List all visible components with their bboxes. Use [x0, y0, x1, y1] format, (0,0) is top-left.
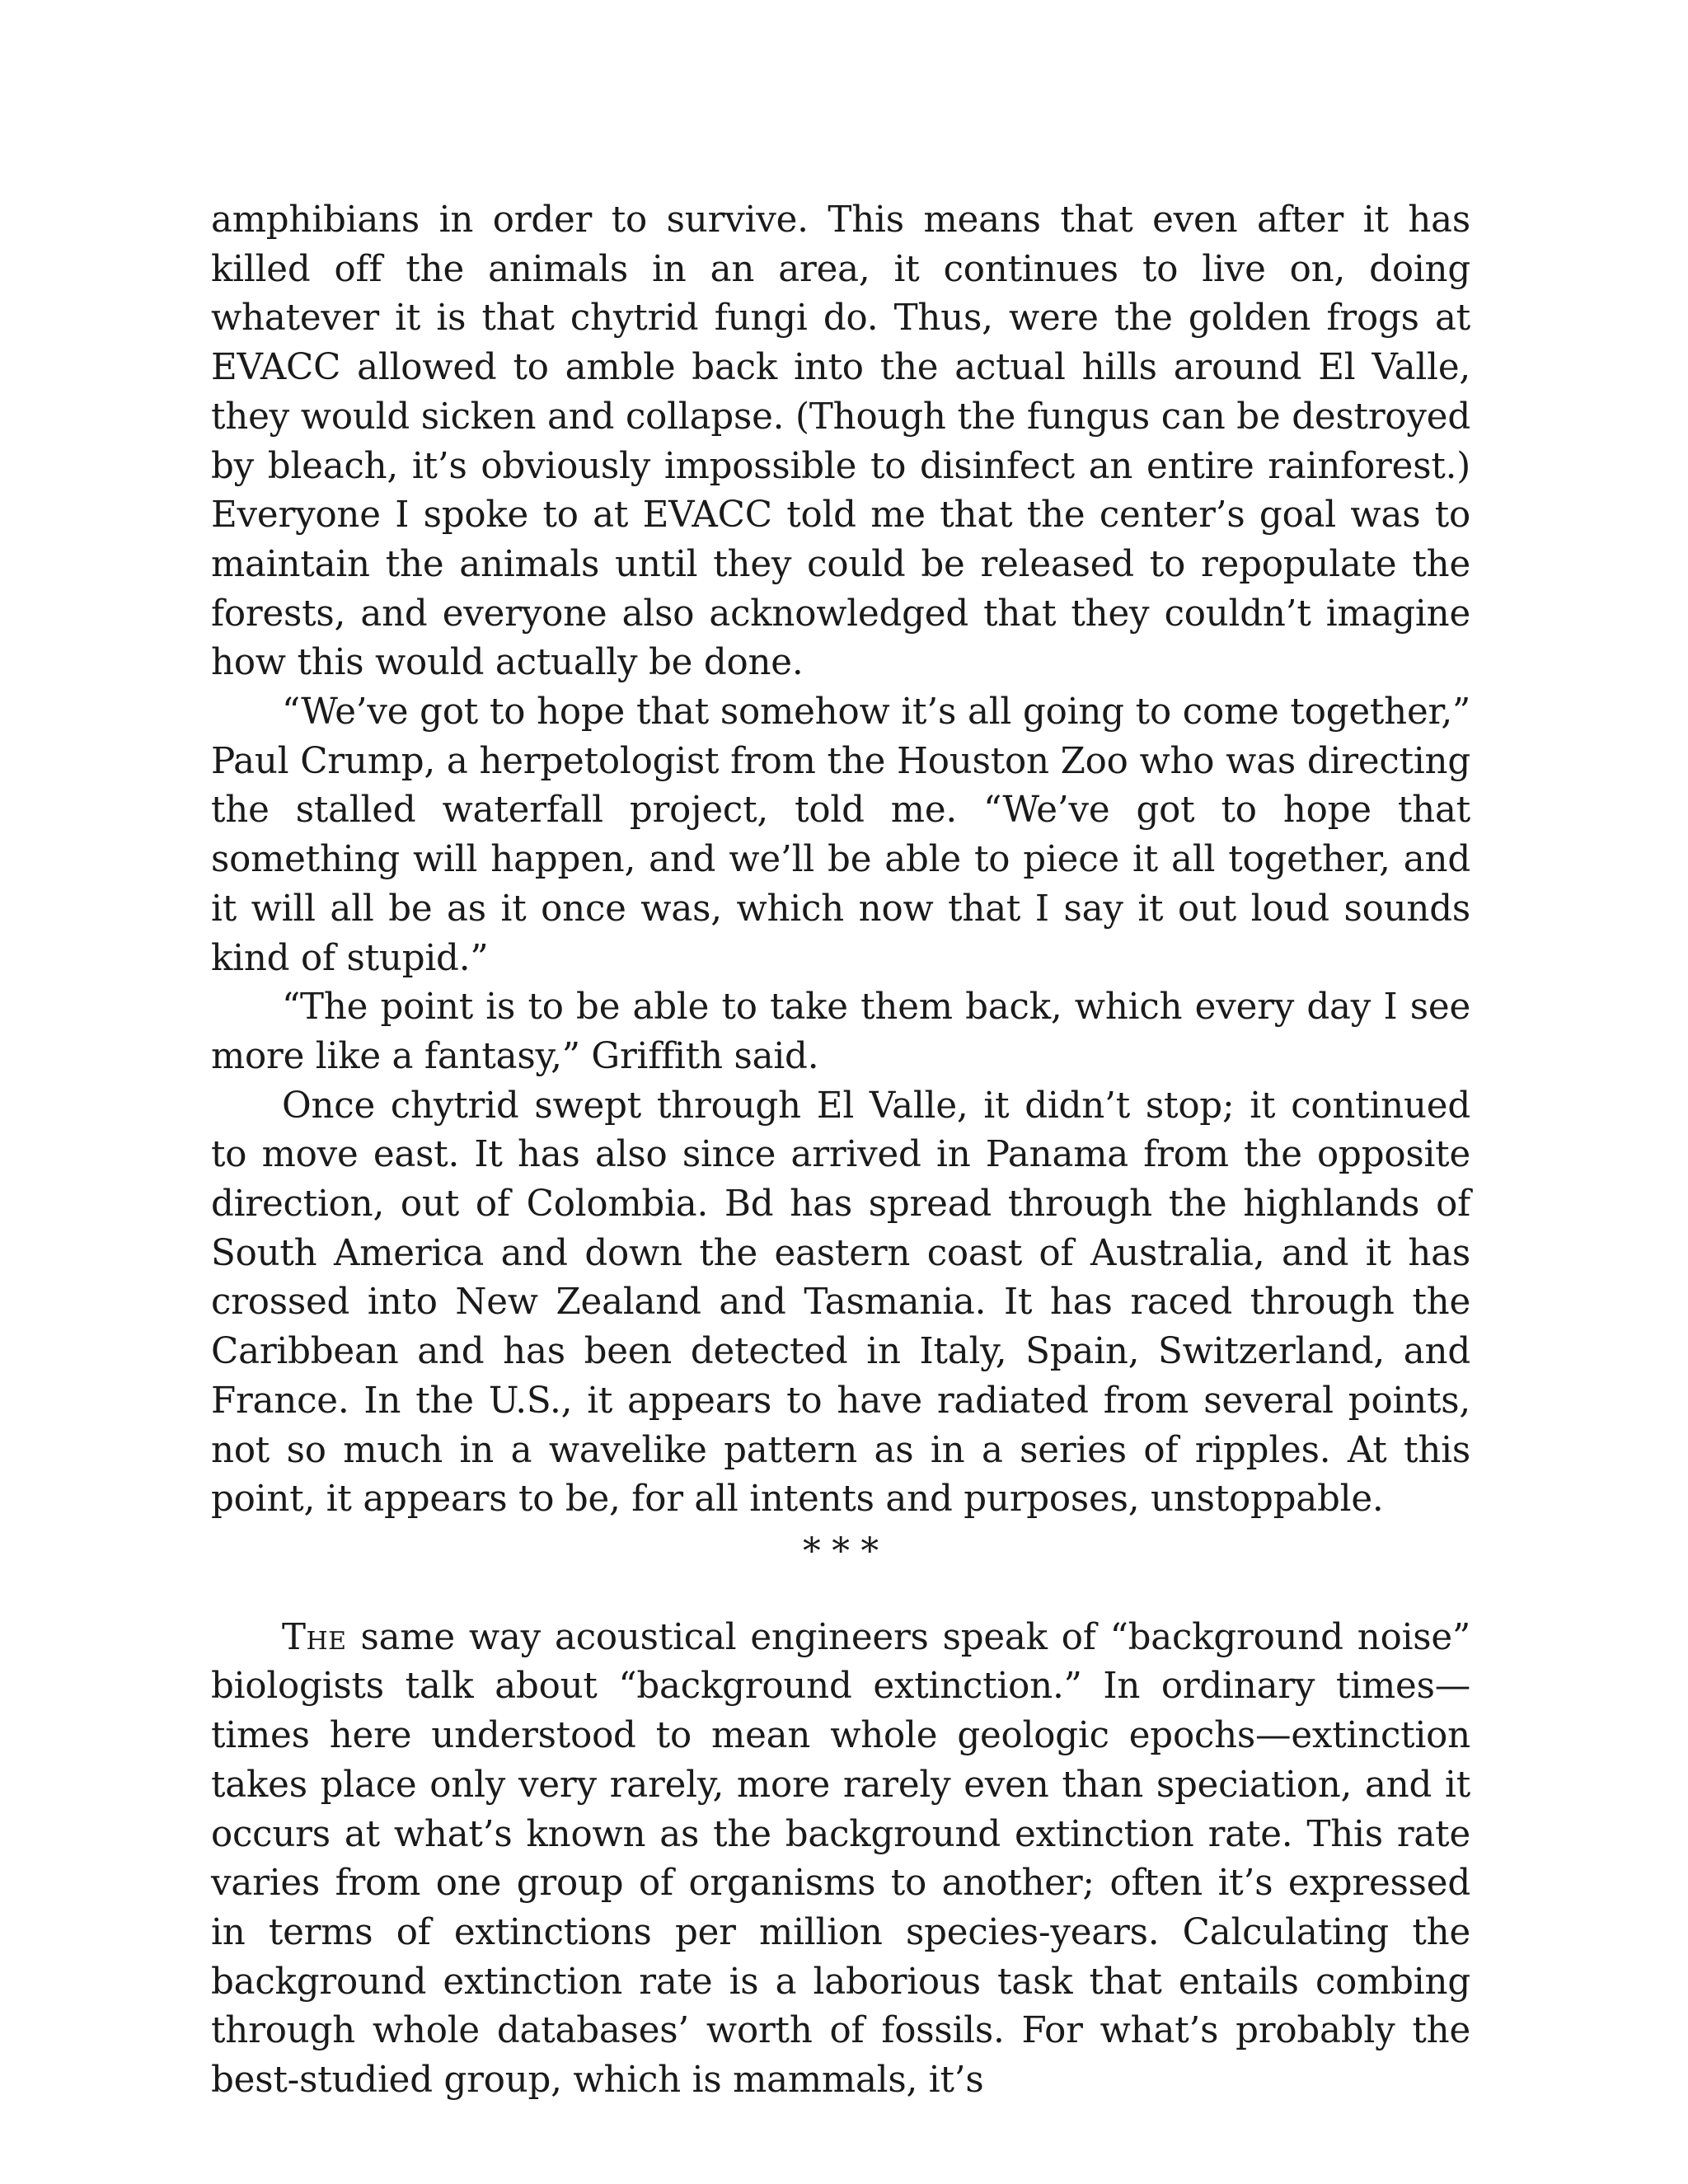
- paragraph-4: Once chytrid swept through El Valle, it didn’t stop; it continued to move east. It has also since arrived in Panama from the opposite direction, out of Colombia. Bd has spread through the highlands of South America and down the eastern coast of Australia, and it has crossed into New Zealand and Tasmania. It has raced through the Caribbean and has been detected in Italy, Spain, Switzerland, and France. In the U.S., it appears to have radiated from several points, not so much in a wavelike pattern as in a series of ripples. At this point, it appears to be, for all intents and purposes, unstoppable.: [211, 1085, 1470, 1521]
- paragraph-5-lead: The: [282, 1616, 347, 1658]
- book-page: [211, 196, 1470, 2102]
- paragraph-5-text: same way acoustical engineers speak of “background noise” biologists talk about “background extinction.” In ordinary times—times here understood to mean whole geologic epochs—extinction takes place only very rarely, more rarely even than speciation, and it occurs at what’s known as the background extinction rate. This rate varies from one group of organisms to another; often it’s expressed in terms of extinctions per million species-years. Calculating the background extinction rate is a laborious task that entails combing through whole databases’ worth of fossils. For what’s probably the best-studied group, which is mammals, it’s: [211, 1616, 1470, 2102]
- paragraph-3: “The point is to be able to take them back, which every day I see more like a fantasy,” Griffith said.: [211, 987, 1470, 1077]
- paragraph-2: “We’ve got to hope that somehow it’s all going to come together,” Paul Crump, a herpetologist from the Houston Zoo who was directing the stalled waterfall project, told me. “We’ve got to hope that something will happen, and we’ll be able to piece it all together, and it will all be as it once was, which now that I say it out loud sounds kind of stupid.”: [211, 691, 1470, 979]
- paragraph-5: [211, 1614, 1470, 2106]
- paragraph-1: amphibians in order to survive. This means that even after it has killed off the animals in an area, it continues to live on, doing whatever it is that chytrid fungi do. Thus, were the golden frogs at EVACC allowed to amble back into the actual hills around El Valle, they would sicken and collapse. (Though the fungus can be destroyed by bleach, it’s obviously impossible to disinfect an entire rainforest.) Everyone I spoke to at EVACC told me that the center’s goal was to maintain the animals until they could be released to repopulate the forests, and everyone also acknowledged that they couldn’t imagine how this would actually be done.: [211, 199, 1470, 684]
- section-break: * * *: [803, 1530, 879, 1572]
